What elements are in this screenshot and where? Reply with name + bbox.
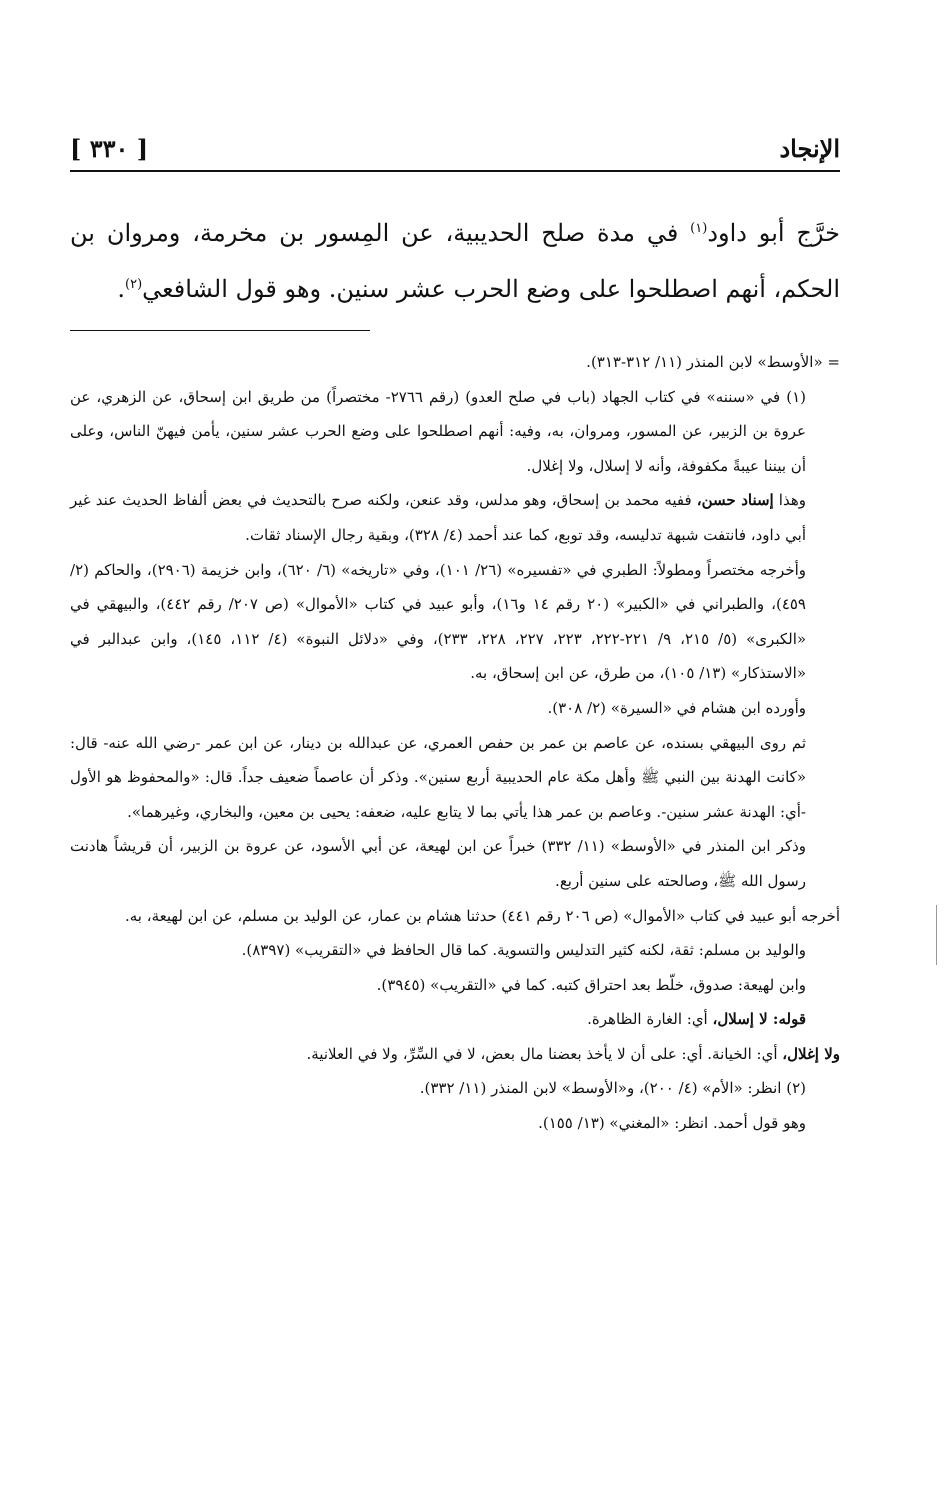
footnote-1-paragraph: وابن لهيعة: صدوق، خلّط بعد احتراق كتبه. كما في «التقريب» (٣٩٤٥). [376, 975, 806, 994]
main-text-part: في مدة صلح الحديبية، عن المِسور بن مخرمة، ومروان بن الحكم، أنهم اصطلحوا على وضع الحرب عشر سنين. وهو قول الشافعي [70, 219, 840, 303]
footnote-ref-2: (٢) [125, 277, 143, 292]
main-text [70, 205, 840, 317]
footnote-1-paragraph: ثم روى البيهقي بسنده، عن عاصم بن عمر بن حفص العمري، عن عبدالله بن دينار، عن ابن عمر -رضي الله عنه- قال: «كانت الهدنة بين النبي ﷺ وأهل مكة عام الحديبية أربع سنين». وذكر أن عاصماً ضعيف جداً. قال: «والمحفوظ هو الأول -أي: الهدنة عشر سنين-. وعاصم بن عمر هذا يأتي بما لا يتابع عليه، ضعفه: يحيى بن معين، والبخاري، وغيرهما». [70, 733, 806, 821]
main-text-part: خرَّج أبو داود [707, 219, 840, 247]
footnote-text: أي: الغارة الظاهرة. [587, 1010, 713, 1029]
page-header [70, 126, 840, 172]
footnote-1-paragraph [70, 1037, 840, 1072]
footnote-ref-1: (١) [690, 221, 708, 236]
footnote-1-paragraph: وأورده ابن هشام في «السيرة» (٢/ ٣٠٨). [547, 698, 806, 717]
footnote-1-paragraph: وأخرجه مختصراً ومطولاً: الطبري في «تفسيره» (٢٦/ ١٠١)، وفي «تاريخه» (٦/ ٦٢٠)، وابن خزيمة (٢٩٠٦)، والحاكم (٢/ ٤٥٩)، والطبراني في «الكبير» (٢٠ رقم ١٤ و١٦)، وأبو عبيد في كتاب «الأموال» (ص ٢٠٧/ رقم ٤٤٢)، والبيهقي في «الكبرى» (٥/ ٢١٥، ٩/ ٢٢١-٢٢٢، ٢٢٣، ٢٢٧، ٢٢٨، ٢٣٣)، وفي «دلائل النبوة» (٤/ ١١٢، ١٤٥)، وابن عبدالبر في «الاستذكار» (١٣/ ١٠٥)، من طرق، عن ابن إسحاق، به. [70, 560, 807, 683]
footnote-text: أي: الخيانة. أي: على أن لا يأخذ بعضنا مال بعض، لا في السِّرِّ، ولا في العلانية. [306, 1044, 783, 1063]
footnote-text: وهذا [773, 491, 806, 510]
footnote-separator [70, 330, 370, 331]
footnote-2-paragraph: (٢) انظر: «الأم» (٤/ ٢٠٠)، و«الأوسط» لابن المنذر (١١/ ٣٣٢). [419, 1079, 806, 1098]
footnotes [70, 345, 840, 1141]
footnote-continuation: = «الأوسط» لابن المنذر (١١/ ٣١٢-٣١٣). [586, 353, 840, 371]
footnote-bold-text: إسناد حسن، [696, 491, 774, 510]
main-text-part: . [117, 275, 125, 303]
page-edge-mark [936, 905, 937, 965]
footnote-1-paragraph: وذكر ابن المنذر في «الأوسط» (١١/ ٣٣٢) خبراً عن ابن لهيعة، عن أبي الأسود، عن عروة بن الزبير، أن قريشاً هادنت رسول الله ﷺ، وصالحته على سنين أربع. [70, 837, 807, 890]
footnote-1-paragraph: والوليد بن مسلم: ثقة، لكنه كثير التدليس والتسوية. كما قال الحافظ في «التقريب» (٨٣٩٧). [241, 941, 806, 960]
footnote-text: ففيه محمد بن إسحاق، وهو مدلس، وقد عنعن، ولكنه صرح بالتحديث في بعض ألفاظ الحديث عند غير أبي داود، فانتفت شبهة تدليسه، وقد توبع، كما عند أحمد (٤/ ٣٢٨)، وبقية رجال الإسناد ثقات. [70, 491, 806, 544]
footnote-1-paragraph [70, 1002, 840, 1037]
footnote-1-paragraph: أخرجه أبو عبيد في كتاب «الأموال» (ص ٢٠٦ رقم ٤٤١) حدثنا هشام بن عمار، عن الوليد بن مسلم، عن ابن لهيعة، به. [125, 906, 840, 925]
footnote-2-paragraph: وهو قول أحمد. انظر: «المغني» (١٣/ ١٥٥). [538, 1114, 806, 1133]
footnote-bold-text: قوله: لا إسلال، [712, 1010, 806, 1029]
book-title: الإنجاد [779, 133, 840, 163]
footnote-1-paragraph: (١) في «سننه» في كتاب الجهاد (باب في صلح العدو) (رقم ٢٧٦٦- مختصراً) من طريق ابن إسحاق، عن الزهري، عن عروة بن الزبير، عن المسور، ومروان، به، وفيه: أنهم اصطلحوا على وضع الحرب عشر سنين، يأمن فيهنّ الناس، وعلى أن بيننا عيبةً مكفوفة، وأنه لا إسلال، ولا إغلال. [70, 387, 806, 475]
page-number: [ ٣٣٠ ] [70, 133, 149, 163]
book-page [70, 0, 840, 1490]
footnote-bold-text: ولا إغلال، [782, 1044, 840, 1063]
footnote-1-paragraph [70, 483, 840, 552]
